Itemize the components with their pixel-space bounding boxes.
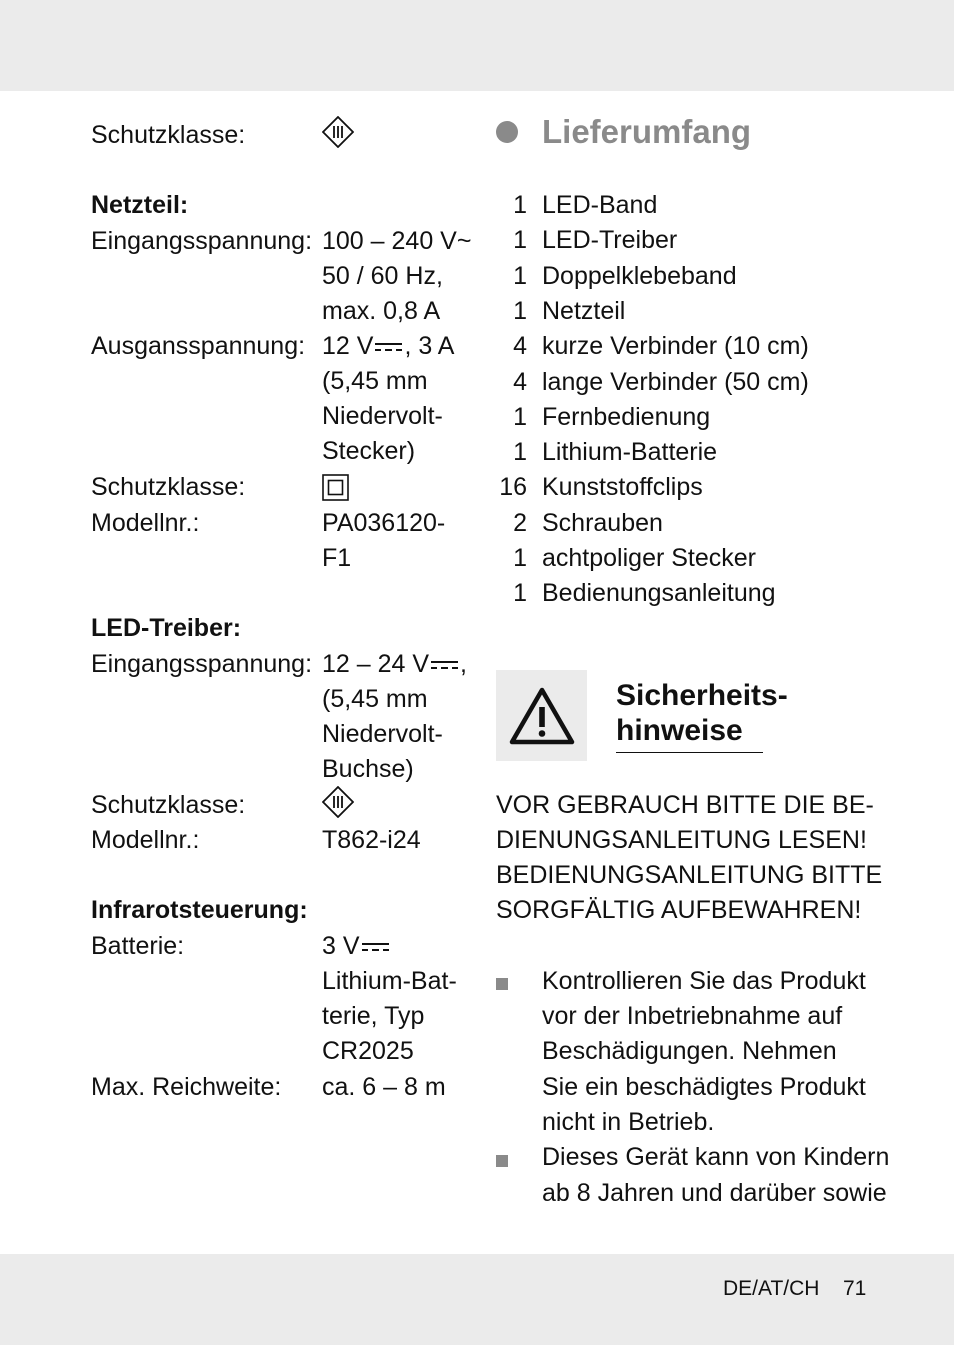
item-name: kurze Verbinder (10 cm) [542,332,809,360]
ledtreiber-comma: , [460,650,467,678]
bullet-text: Sie ein beschädigtes Produkt [542,1073,866,1101]
infrarot-heading: Infrarotsteuerung: [91,896,308,924]
netzteil-ausgang-label: Ausgansspannung: [91,332,306,360]
item-name: Fernbedienung [542,403,711,431]
caps-warning-line: DIENUNGSANLEITUNG LESEN! [496,826,867,854]
lieferumfang-heading: Lieferumfang [542,113,752,150]
netzteil-eingang-value: 100 – 240 V~ [322,227,472,255]
ledtreiber-modell-label: Modellnr.: [91,826,200,854]
ledtreiber-heading: LED-Treiber: [91,614,242,642]
batterie-value: CR2025 [322,1037,414,1065]
ledtreiber-eingang-value: (5,45 mm [322,685,428,713]
item-quantity: 2 [513,509,527,537]
netzteil-modell-value: F1 [322,544,352,572]
protection-class-iii-icon [322,786,354,818]
item-quantity: 1 [513,262,527,290]
netzteil-eingang-value: 50 / 60 Hz, [322,262,443,290]
netzteil-modell-label: Modellnr.: [91,509,200,537]
top-band [0,0,954,91]
item-quantity: 4 [513,332,527,360]
item-quantity: 1 [513,579,527,607]
warning-triangle-icon [509,687,575,745]
item-quantity: 4 [513,368,527,396]
item-name: Schrauben [542,509,663,537]
ledtreiber-voltage: 12 – 24 V [322,650,430,678]
bullet-text: Dieses Gerät kann von Kindern [542,1143,890,1171]
ledtreiber-eingang-value [322,647,467,682]
item-name: Lithium-Batterie [542,438,718,466]
netzteil-eingang-label: Eingangsspannung: [91,227,313,255]
batterie-value: Lithium-Bat- [322,967,457,995]
caps-warning-line: SORGFÄLTIG AUFBEWAHREN! [496,896,862,924]
item-name: achtpoliger Stecker [542,544,757,572]
item-name: Bedienungsanleitung [542,579,776,607]
item-name: Kunststoffclips [542,473,703,501]
bullet-text: nicht in Betrieb. [542,1108,715,1136]
item-quantity: 1 [513,297,527,325]
dc-symbol-icon [375,340,402,354]
item-quantity: 1 [513,226,527,254]
sicherheit-heading-line: hinweise [616,714,743,747]
caps-warning-line: VOR GEBRAUCH BITTE DIE BE- [496,791,874,819]
caps-warning-line: BEDIENUNGSANLEITUNG BITTE [496,861,883,889]
netzteil-heading: Netzteil: [91,191,189,219]
item-quantity: 1 [513,438,527,466]
heading-underline [616,752,763,753]
item-quantity: 1 [513,191,527,219]
page-number: 71 [843,1277,867,1300]
batterie-label: Batterie: [91,932,185,960]
netzteil-eingang-value: max. 0,8 A [322,297,441,325]
item-quantity: 1 [513,544,527,572]
schutzklasse-label: Schutzklasse: [91,121,246,149]
bullet-text: ab 8 Jahren und darüber sowie [542,1179,887,1207]
footer-region: DE/AT/CH [723,1277,820,1300]
netzteil-ausgang-value: Stecker) [322,437,416,465]
ledtreiber-modell-value: T862-i24 [322,826,421,854]
ledtreiber-eingang-value: Niedervolt- [322,720,443,748]
item-name: lange Verbinder (50 cm) [542,368,809,396]
batterie-value: terie, Typ [322,1002,425,1030]
ausgang-voltage: 12 V [322,332,374,360]
item-name: LED-Treiber [542,226,678,254]
ledtreiber-eingang-label: Eingangsspannung: [91,650,313,678]
section-bullet-icon [496,121,518,143]
dc-symbol-icon [431,658,458,672]
bullet-text: vor der Inbetriebnahme auf [542,1002,843,1030]
netzteil-modell-value: PA036120- [322,509,446,537]
bullet-text: Beschädigungen. Nehmen [542,1037,837,1065]
ausgang-current: , 3 A [404,332,455,360]
item-name: Doppelklebeband [542,262,737,290]
netzteil-ausgang-value: Niedervolt- [322,402,443,430]
item-quantity: 16 [499,473,527,501]
square-bullet-icon [496,1155,508,1167]
ledtreiber-schutz-label: Schutzklasse: [91,791,246,819]
netzteil-schutz-label: Schutzklasse: [91,473,246,501]
warning-box [496,670,587,761]
batterie-voltage: 3 V [322,932,360,960]
bullet-text: Kontrollieren Sie das Produkt [542,967,866,995]
reichweite-value: ca. 6 – 8 m [322,1073,446,1101]
netzteil-ausgang-value [322,329,454,364]
protection-class-iii-icon [322,116,354,148]
item-name: Netzteil [542,297,626,325]
sicherheit-heading [616,678,788,748]
item-quantity: 1 [513,403,527,431]
netzteil-ausgang-value: (5,45 mm [322,367,428,395]
batterie-value [322,929,391,964]
protection-class-ii-icon [322,474,349,501]
dc-symbol-icon [362,940,389,954]
sicherheit-heading-line: Sicherheits- [616,679,788,712]
square-bullet-icon [496,978,508,990]
ledtreiber-eingang-value: Buchse) [322,755,414,783]
reichweite-label: Max. Reichweite: [91,1073,282,1101]
item-name: LED-Band [542,191,658,219]
